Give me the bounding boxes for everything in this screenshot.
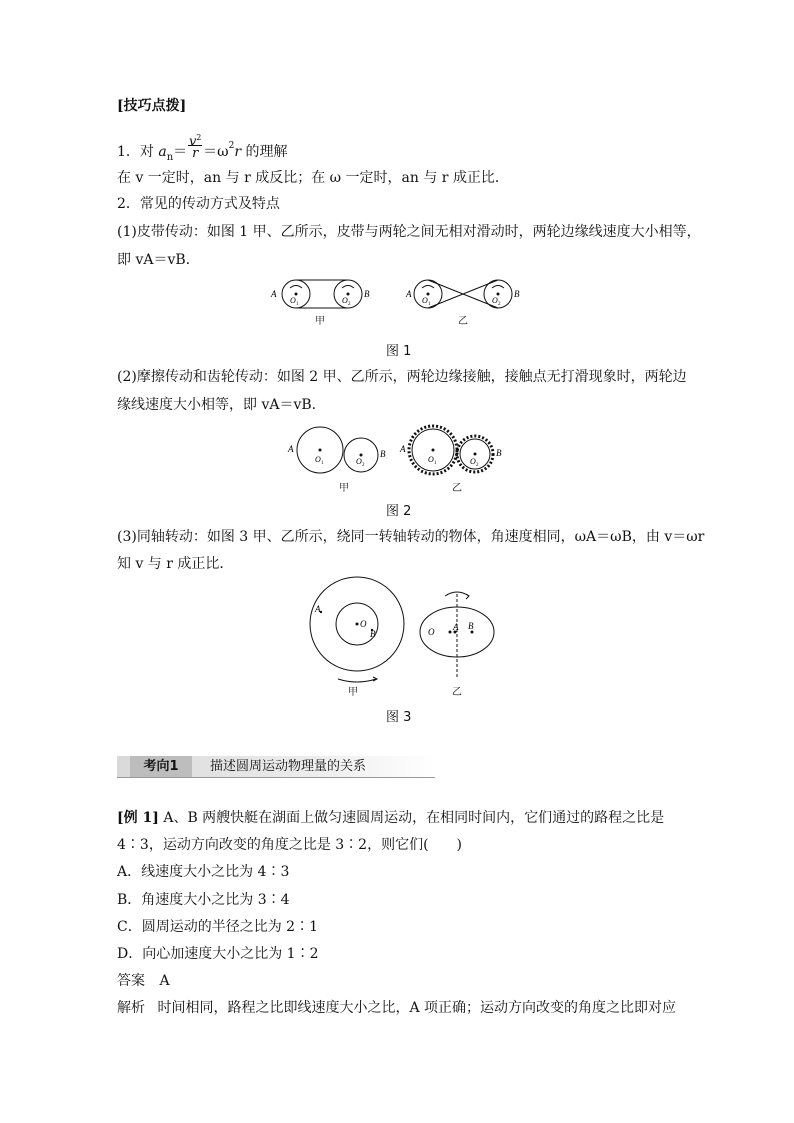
point1-formula [117,131,287,165]
fig2-caption: 图 2 [386,504,412,519]
analysis-line [117,998,676,1018]
option-b: B．角速度大小之比为 3∶4 [117,892,290,908]
label-B: B [364,289,370,299]
svg-text:O: O [428,627,435,637]
label-B2: B [514,289,520,299]
frac-denominator: r [192,146,199,161]
svg-text:A: A [400,444,406,454]
figure2-friction-gear [285,420,515,480]
friction-text-line2: 缘线速度大小相等，即 vA＝vB. [117,397,317,413]
fig3-caption: 图 3 [386,710,412,725]
frac-numerator-sup: 2 [196,133,202,142]
belt-crossed-diagram [405,280,520,308]
svg-text:1: 1 [321,461,324,466]
formula-eq1: ＝ [173,143,188,160]
fig2-right-label: 乙 [452,483,462,494]
svg-text:O: O [422,296,428,305]
belt-open-diagram [270,280,370,308]
svg-text:B: B [380,449,386,459]
fig2-left-label: 甲 [339,483,349,494]
topic-title: 描述圆周运动物理量的关系 [210,759,367,774]
belt-text-line2: 即 vA＝vB. [117,252,191,268]
svg-text:O: O [315,455,321,464]
figure1-belt-drive [265,278,535,326]
svg-text:O: O [470,457,476,466]
coaxial-ellipse-side [420,592,494,677]
svg-text:A: A [453,622,459,632]
friction-wheels [287,427,386,473]
svg-text:O: O [290,296,296,305]
svg-text:O: O [360,619,367,629]
figure3-coaxial [300,582,520,682]
gear-wheels [399,426,502,474]
answer-value: A [159,973,170,989]
example-label: [例 1] [117,810,159,826]
fig1-left-label: 甲 [315,316,325,327]
point2-heading: 2．常见的传动方式及特点 [117,196,280,212]
svg-text:2: 2 [362,463,365,468]
svg-text:2: 2 [498,302,501,307]
svg-text:B: B [370,629,376,639]
option-c: C．圆周运动的半径之比为 2∶1 [117,919,318,935]
svg-text:1: 1 [434,461,437,466]
example-stem-line2: 4∶3，运动方向改变的角度之比是 3∶2，则它们( ) [117,837,463,853]
label-A: A [271,289,277,299]
analysis-label: 解析 [117,1000,145,1016]
coaxial-text-line2: 知 v 与 r 成正比． [117,556,234,572]
svg-text:B: B [468,621,474,631]
point1-suffix: 的理解 [241,143,288,160]
fig3-left-label: 甲 [348,687,358,698]
fig3-right-label: 乙 [452,687,462,698]
svg-text:2: 2 [476,463,479,468]
svg-text:O: O [492,296,498,305]
answer-label: 答案 [117,973,145,989]
svg-text:B: B [496,448,502,458]
point1-detail: 在 v 一定时，an 与 r 成反比；在 ω 一定时，an 与 r 成正比． [117,170,509,186]
formula-r: r [234,143,242,160]
formula-fraction [188,131,202,162]
section-title: [技巧点拨] [117,98,187,114]
svg-text:O: O [356,457,362,466]
fig1-right-label: 乙 [458,316,468,327]
coaxial-text-line1: (3)同轴转动：如图 3 甲、乙所示，绕同一转轴转动的物体，角速度相同，ωA＝ωB，由 v＝ωr [117,529,705,545]
svg-text:A: A [315,604,321,614]
friction-text-line1: (2)摩擦传动和齿轮传动：如图 2 甲、乙所示，两轮边缘接触，接触点无打滑现象时，两轮边 [117,369,687,385]
frac-numerator: v [188,134,197,150]
svg-text:A: A [288,444,294,454]
option-a: A．线速度大小之比为 4∶3 [117,864,290,880]
svg-text:1: 1 [428,302,431,307]
label-A2: A [406,289,412,299]
formula-a: a [158,143,167,160]
topic-tag: 考向1 [130,756,192,777]
svg-text:O: O [342,296,348,305]
example-stem-1: A、B 两艘快艇在湖面上做匀速圆周运动，在相同时间内，它们通过的路程之比是 [163,810,665,826]
coaxial-disc-top [310,577,404,682]
formula-omega-sup: 2 [228,141,235,151]
analysis-text: 时间相同，路程之比即线速度大小之比，A 项正确；运动方向改变的角度之比即对应 [157,1000,677,1016]
formula-eq2: ＝ω [203,143,229,160]
formula-n: n [166,151,174,163]
point1-prefix: 1．对 [117,143,159,160]
svg-text:O: O [428,455,434,464]
svg-text:2: 2 [348,302,351,307]
fig1-caption: 图 1 [386,344,412,359]
example-stem-line1 [117,808,664,828]
belt-text-line1: (1)皮带传动：如图 1 甲、乙所示，皮带与两轮之间无相对滑动时，两轮边缘线速度大小相等， [117,224,701,240]
answer-line [117,971,170,991]
svg-text:1: 1 [296,302,299,307]
option-d: D．向心加速度大小之比为 1∶2 [117,946,319,962]
